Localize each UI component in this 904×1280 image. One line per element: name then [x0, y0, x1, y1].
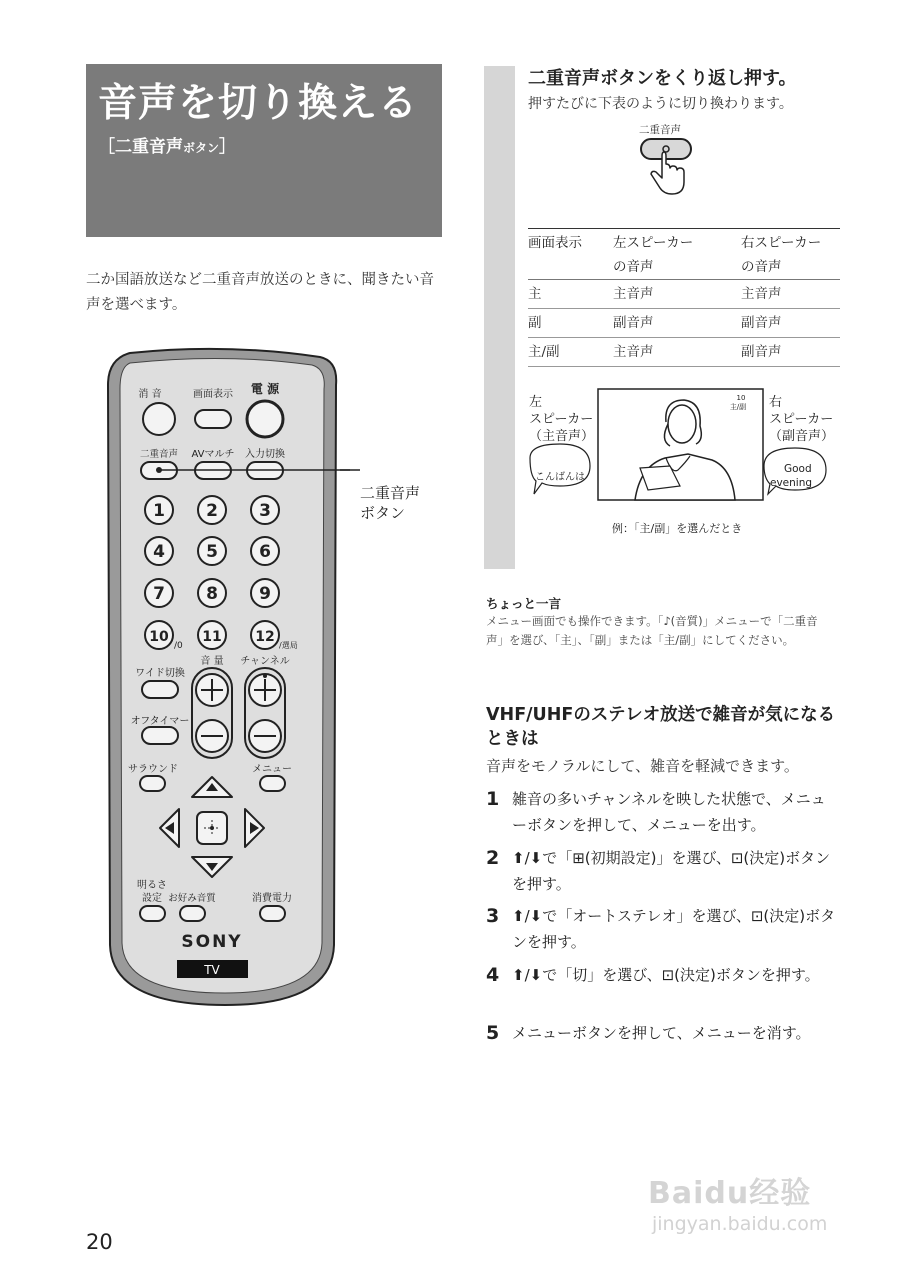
step-desc: 押すたびに下表のように切り換わります。 [528, 96, 793, 112]
surround-button[interactable] [140, 776, 165, 791]
step-title: 二重音声ボタンをくり返し押す。 [528, 68, 797, 89]
tip-title: ちょっと一言 [486, 596, 562, 611]
audio-table [528, 228, 840, 367]
button-illustration-label: 二重音声 [639, 124, 681, 136]
surround-label: サラウンド [128, 764, 178, 775]
mute-button[interactable] [143, 403, 175, 435]
display-button[interactable] [195, 410, 231, 428]
display-label: 画面表示 [193, 389, 233, 400]
page-title: 音声を切り換える [98, 81, 419, 126]
table-header: 画面表示 [528, 229, 613, 280]
number-label: 4 [153, 542, 165, 562]
table-header-row [528, 229, 840, 280]
number-label: 1 [153, 501, 165, 521]
illustration-caption: 例：「主/副」を選んだとき [612, 522, 743, 535]
number-label: 11 [202, 629, 222, 645]
dual-audio-callout: 二重音声 ボタン [360, 484, 421, 522]
table-header [613, 229, 741, 280]
brand-logo: SONY [181, 932, 243, 952]
right-bubble-line1: Good [784, 463, 812, 475]
power-label: 電 源 [250, 382, 280, 396]
page-subtitle: ［二重音声ボタン］ [98, 137, 237, 157]
watermark-url: jingyan.baidu.com [652, 1213, 828, 1235]
setting-label: 設定 [142, 893, 162, 904]
off-timer-label: オフタイマー [130, 716, 190, 727]
section-desc: 音声をモノラルにして、雑音を軽減できます。 [486, 757, 799, 775]
volume-label: 音 量 [200, 656, 224, 667]
ch10-sub: /0 [174, 641, 183, 651]
table-header-text: 右スピーカー の音声 [741, 235, 822, 275]
number-label: 2 [206, 501, 218, 521]
watermark-logo: Baidu经验 [648, 1176, 812, 1211]
av-multi-label: AVマルチ [191, 449, 235, 460]
number-label: 6 [259, 542, 271, 562]
brightness-label: 明るさ [137, 880, 167, 891]
number-label: 10 [149, 629, 169, 645]
hand-press-icon [636, 136, 696, 198]
number-label: 12 [255, 629, 275, 645]
ch12-sub: /選局 [279, 641, 298, 650]
screen-mode: 主/副 [729, 403, 747, 411]
power-consumption-label: 消費電力 [252, 893, 292, 904]
number-label: 9 [259, 584, 271, 604]
wide-label: ワイド切換 [135, 668, 185, 679]
right-speaker-label: 右 スピーカー （副音声） [769, 395, 835, 444]
preference-sound-label: お好み音質 [168, 893, 216, 904]
number-label: 7 [153, 584, 165, 604]
table-row: 副 副音声 副音声 [528, 309, 840, 338]
tip-body: メニュー画面でも操作できます。「♪(音質)」メニューで「二重音声」を選び、「主」、「副」または「主/副」にしてください。 [486, 614, 818, 647]
remote-control-illustration [100, 345, 350, 1010]
power-row [138, 381, 283, 437]
left-speaker-label: 左 スピーカー （主音声） [529, 395, 595, 444]
menu-button[interactable] [260, 776, 285, 791]
number-label: 5 [206, 542, 218, 562]
off-timer-button[interactable] [142, 727, 178, 744]
table-row: 主 主音声 主音声 [528, 280, 840, 309]
mode-label: TV [204, 963, 220, 977]
dual-audio-label: 二重音声 [139, 449, 179, 460]
wide-button[interactable] [142, 681, 178, 698]
number-label: 3 [259, 501, 271, 521]
right-bubble-line2: evening [770, 477, 813, 489]
table-row: 主/副 主音声 副音声 [528, 338, 840, 367]
table-header [741, 229, 840, 280]
section-title: VHF/UHFのステレオ放送で雑音が気になるときは [486, 705, 836, 749]
table-header-text: 左スピーカー の音声 [613, 235, 694, 275]
input-label: 入力切換 [245, 449, 285, 460]
power-button[interactable] [247, 401, 283, 437]
step-bar [484, 66, 515, 569]
power-consumption-button[interactable] [260, 906, 285, 921]
mute-label: 消 音 [138, 389, 162, 400]
preference-sound-button[interactable] [180, 906, 205, 921]
number-label: 8 [206, 584, 218, 604]
callout-line [340, 468, 364, 472]
channel-label: チャンネル [240, 656, 290, 667]
page-number: 20 [86, 1230, 113, 1254]
menu-label: メニュー [252, 764, 292, 775]
brightness-button[interactable] [140, 906, 165, 921]
screen-ch: 10 [736, 394, 746, 402]
left-bubble: こんばんは [535, 472, 585, 483]
intro-text: 二か国語放送など二重音声放送のときに、聞きたい音声を選べます。 [86, 272, 434, 313]
